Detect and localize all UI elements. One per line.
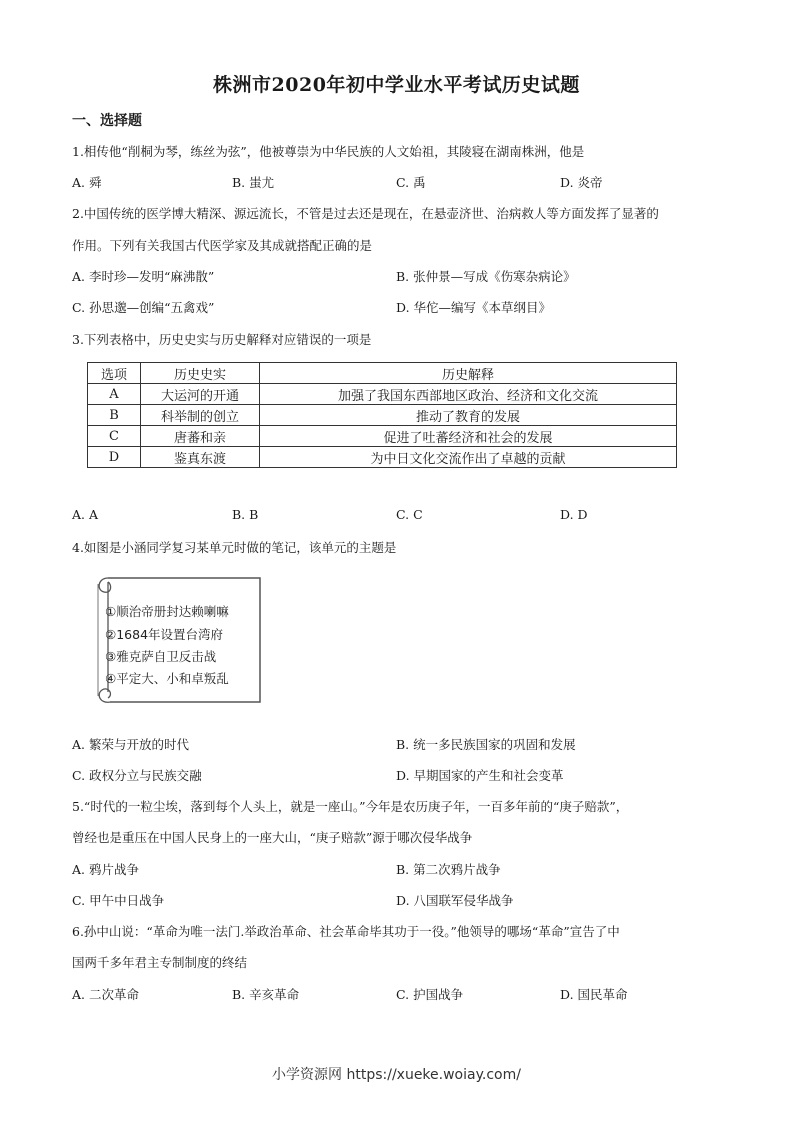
table-cell: D [88, 447, 141, 468]
page-title: 株洲市2020年初中学业水平考试历史试题 [213, 74, 580, 96]
section-heading: 一、选择题 [72, 113, 142, 129]
q1-option-a: A. 舜 [72, 175, 102, 190]
table-cell: 科举制的创立 [141, 405, 260, 426]
q3-option-d: D. D [560, 507, 588, 522]
q6-option-d: D. 国民革命 [560, 987, 628, 1002]
q5-option-c: C. 甲午中日战争 [72, 893, 165, 908]
q2-option-d: D. 华佗—编写《本草纲目》 [396, 300, 552, 315]
table-cell: 唐蕃和亲 [141, 426, 260, 447]
q6-option-c: C. 护国战争 [396, 987, 464, 1002]
table-header-row [88, 363, 677, 384]
table-cell: 推动了教育的发展 [260, 405, 677, 426]
table-row [88, 426, 677, 447]
q6-option-b: B. 辛亥革命 [232, 987, 300, 1002]
table-header-cell: 历史解释 [260, 363, 677, 384]
table-cell: A [88, 384, 141, 405]
question-5-text: 5.“时代的一粒尘埃，落到每个人头上，就是一座山。”今年是农历庚子年，一百多年前的“庚子赔款”， [72, 799, 629, 814]
table-cell: B [88, 405, 141, 426]
q1-option-b: B. 蚩尤 [232, 175, 275, 190]
question-6-text: 6.孙中山说：“革命为唯一法门.举政治革命、社会革命毕其功于一役。”他领导的哪场“革命”宣告了中 [72, 924, 620, 939]
table-row [88, 384, 677, 405]
note-line-1: ①顺治帝册封达赖喇嘛 [105, 604, 229, 619]
q3-option-b: B. B [232, 507, 259, 522]
table-header-cell: 选项 [88, 363, 141, 384]
q2-option-b: B. 张仲景—写成《伤寒杂病论》 [396, 269, 576, 284]
history-table [87, 362, 677, 468]
q6-option-a: A. 二次革命 [72, 987, 139, 1002]
table-cell: 大运河的开通 [141, 384, 260, 405]
question-3-text: 3.下列表格中，历史史实与历史解释对应错误的一项是 [72, 332, 372, 347]
table-cell: 为中日文化交流作出了卓越的贡献 [260, 447, 677, 468]
footer-source-link[interactable]: 小学资源网 https://xueke.woiay.com/ [272, 1067, 521, 1083]
q1-option-d: D. 炎帝 [560, 175, 603, 190]
q1-option-c: C. 禹 [396, 175, 426, 190]
q3-option-c: C. C [396, 507, 423, 522]
q5-option-d: D. 八国联军侵华战争 [396, 893, 514, 908]
question-2-text-cont: 作用。下列有关我国古代医学家及其成就搭配正确的是 [72, 238, 373, 253]
note-line-2: ②1684年设置台湾府 [105, 627, 224, 642]
q4-option-b: B. 统一多民族国家的巩固和发展 [396, 737, 576, 752]
table-cell: 促进了吐蕃经济和社会的发展 [260, 426, 677, 447]
note-line-4: ④平定大、小和卓叛乱 [105, 671, 229, 686]
table-cell: 鉴真东渡 [141, 447, 260, 468]
q4-option-c: C. 政权分立与民族交融 [72, 768, 202, 783]
q4-option-d: D. 早期国家的产生和社会变革 [396, 768, 564, 783]
note-line-3: ③雅克萨自卫反击战 [105, 649, 217, 664]
question-1-text: 1.相传他“削桐为琴，练丝为弦”，他被尊崇为中华民族的人文始祖，其陵寝在湖南株洲，他是 [72, 144, 585, 159]
table-cell: C [88, 426, 141, 447]
q2-option-c: C. 孙思邈—创编“五禽戏” [72, 300, 215, 315]
table-row [88, 405, 677, 426]
question-4-text: 4.如图是小涵同学复习某单元时做的笔记，该单元的主题是 [72, 540, 397, 555]
q4-option-a: A. 繁荣与开放的时代 [72, 737, 189, 752]
table-cell: 加强了我国东西部地区政治、经济和文化交流 [260, 384, 677, 405]
q2-option-a: A. 李时珍—发明“麻沸散” [72, 269, 215, 284]
table-row [88, 447, 677, 468]
question-5-text-cont: 曾经也是重压在中国人民身上的一座大山，“庚子赔款”源于哪次侵华战争 [72, 830, 473, 845]
q5-option-b: B. 第二次鸦片战争 [396, 862, 501, 877]
q3-option-a: A. A [72, 507, 99, 522]
question-2-text: 2.中国传统的医学博大精深、源远流长，不管是过去还是现在，在悬壶济世、治病救人等方面发挥了显著的 [72, 206, 659, 221]
table-header-cell: 历史史实 [141, 363, 260, 384]
question-6-text-cont: 国两千多年君主专制制度的终结 [72, 955, 248, 970]
q5-option-a: A. 鸦片战争 [72, 862, 139, 877]
